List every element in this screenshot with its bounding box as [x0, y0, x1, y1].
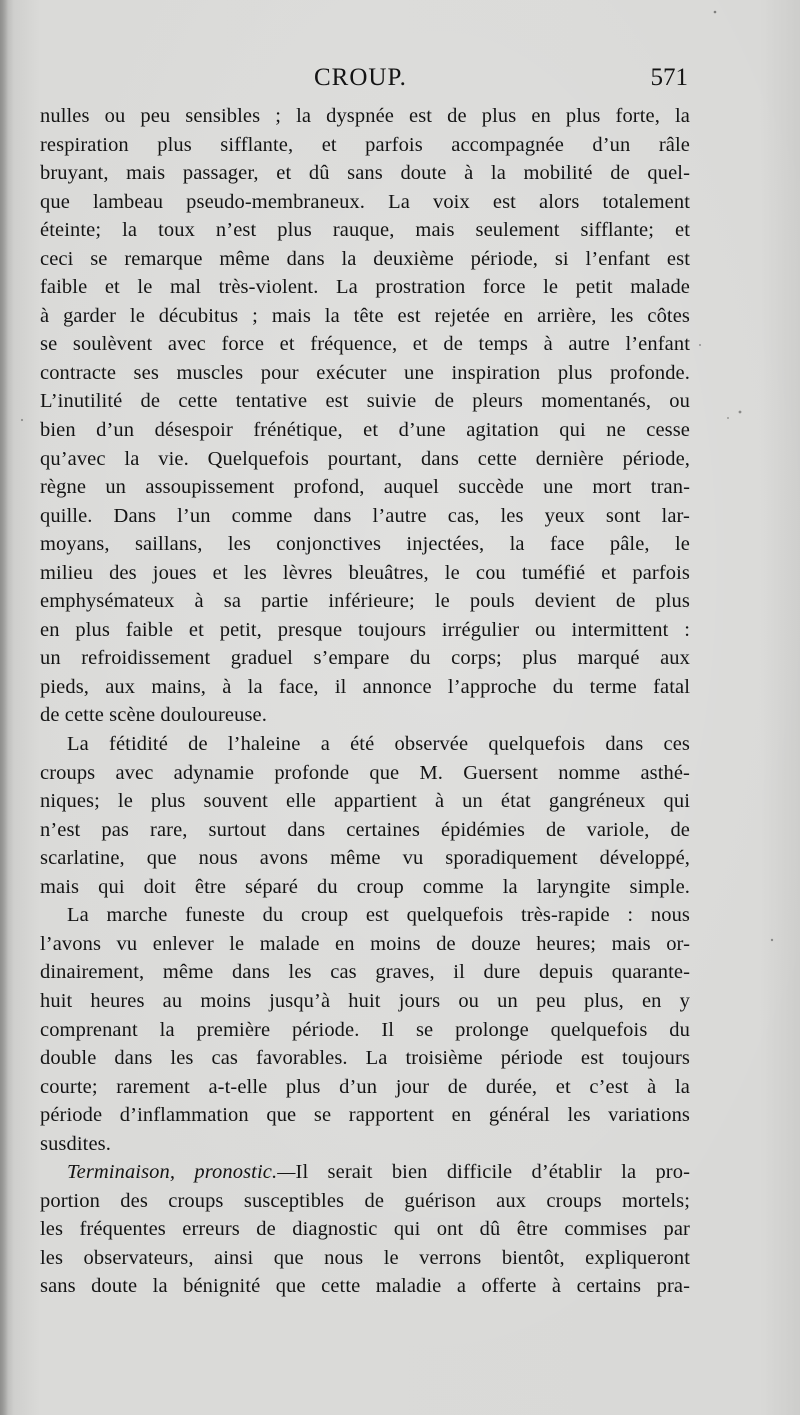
text-line: les fréquentes erreurs de diagnostic qui ont dû être commises par	[40, 1218, 690, 1241]
text-line: huit heures au moins jusqu’à huit jours ou un peu plus, en y	[40, 989, 690, 1012]
text-line: susdites.	[40, 1132, 111, 1155]
text-line: moyans, saillans, les conjonctives injectées, la face pâle, le	[40, 533, 690, 556]
page-number: 571	[650, 64, 688, 91]
text-line: faible et le mal très-violent. La prostration force le petit malade	[40, 276, 690, 299]
text-line: courte; rarement a-t-elle plus d’un jour de durée, et c’est à la	[40, 1075, 690, 1098]
running-head: CROUP.	[314, 64, 407, 91]
text-line: éteinte; la toux n’est plus rauque, mais seulement sifflante; et	[40, 219, 690, 242]
text-line: L’inutilité de cette tentative est suivie de pleurs momentanés, ou	[40, 390, 690, 413]
text-line: en plus faible et petit, presque toujours irrégulier ou intermittent :	[40, 618, 690, 641]
text-line: comprenant la première période. Il se prolonge quelquefois du	[40, 1018, 690, 1041]
text-line: un refroidissement graduel s’empare du corps; plus marqué aux	[40, 647, 690, 670]
text-line: double dans les cas favorables. La troisième période est toujours	[40, 1047, 690, 1070]
text-line: scarlatine, que nous avons même vu sporadiquement développé,	[40, 847, 690, 870]
text-line: mais qui doit être séparé du croup comme la laryngite simple.	[40, 875, 690, 898]
text-line: quille. Dans l’un comme dans l’autre cas, les yeux sont lar-	[40, 504, 690, 527]
text-line: les observateurs, ainsi que nous le verrons bientôt, expliqueront	[40, 1246, 690, 1269]
text-line: croups avec adynamie profonde que M. Guersent nomme asthé-	[40, 761, 690, 784]
text-line: La fétidité de l’haleine a été observée quelquefois dans ces	[67, 733, 690, 756]
text-line: emphysémateux à sa partie inférieure; le pouls devient de plus	[40, 590, 690, 613]
text-line: La marche funeste du croup est quelquefois très-rapide : nous	[67, 904, 690, 927]
text-line: que lambeau pseudo-membraneux. La voix est alors totalement	[40, 190, 690, 213]
text-line: règne un assoupissement profond, auquel succède une mort tran-	[40, 476, 690, 499]
text-line: l’avons vu enlever le malade en moins de douze heures; mais or-	[40, 932, 690, 955]
text-line: dinairement, même dans les cas graves, il dure depuis quarante-	[40, 961, 690, 984]
text-line: bruyant, mais passager, et dû sans doute à la mobilité de quel-	[40, 162, 690, 185]
text-line: respiration plus sifflante, et parfois accompagnée d’un râle	[40, 133, 690, 156]
text-line: se soulèvent avec force et fréquence, et de temps à autre l’enfant	[40, 333, 690, 356]
text-line: pieds, aux mains, à la face, il annonce l’approche du terme fatal	[40, 675, 690, 698]
text-line: portion des croups susceptibles de guérison aux croups mortels;	[40, 1189, 690, 1212]
text-line: bien d’un désespoir frénétique, et d’une agitation qui ne cesse	[40, 419, 690, 442]
text-line: n’est pas rare, surtout dans certaines épidémies de variole, de	[40, 818, 690, 841]
text-line: niques; le plus souvent elle appartient à un état gangréneux qui	[40, 790, 690, 813]
text-line: ceci se remarque même dans la deuxième période, si l’enfant est	[40, 247, 690, 270]
text-line: sans doute la bénignité que cette maladie a offerte à certains pra-	[40, 1275, 690, 1298]
text-line: nulles ou peu sensibles ; la dyspnée est de plus en plus forte, la	[40, 105, 690, 127]
text-line: période d’inflammation que se rapportent en général les variations	[40, 1104, 690, 1127]
text-line-rest: Il serait bien difficile d’établir la pro-	[295, 1161, 690, 1184]
text-line: milieu des joues et les lèvres bleuâtres, le cou tuméfié et parfois	[40, 561, 690, 584]
text-line: de cette scène douloureuse.	[40, 704, 267, 727]
text-line: contracte ses muscles pour exécuter une inspiration plus profonde.	[40, 361, 690, 384]
text-line: à garder le décubitus ; mais la tête est rejetée en arrière, les côtes	[40, 304, 690, 327]
section-heading: Terminaison, pronostic.—	[67, 1161, 296, 1184]
text-line: qu’avec la vie. Quelquefois pourtant, dans cette dernière période,	[40, 447, 690, 470]
